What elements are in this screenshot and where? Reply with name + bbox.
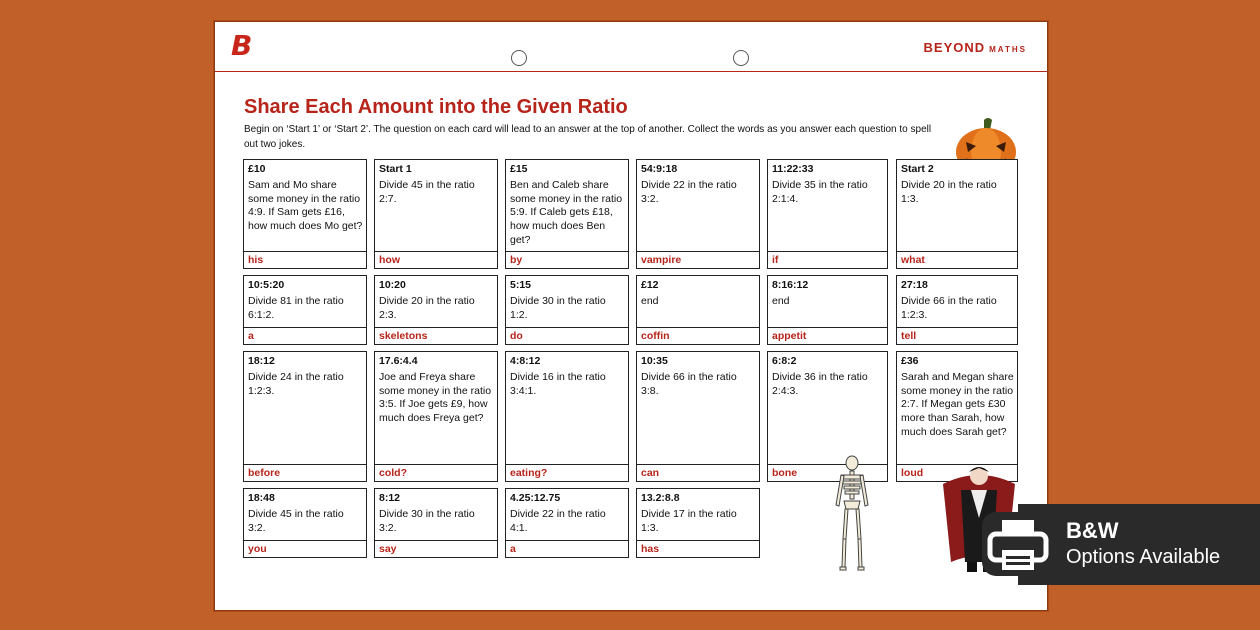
card-question: Divide 36 in the ratio 2:4:3. xyxy=(772,371,868,397)
card xyxy=(636,159,760,269)
card-word: tell xyxy=(897,327,1017,344)
card-question: Divide 66 in the ratio 1:2:3. xyxy=(901,295,997,321)
card-word: do xyxy=(506,327,628,344)
card-question: Divide 66 in the ratio 3:8. xyxy=(641,371,737,397)
card-word: say xyxy=(375,540,497,557)
card xyxy=(896,159,1018,269)
card-word: vampire xyxy=(637,251,759,268)
card-answer: 17.6:4.4 xyxy=(379,355,418,367)
card xyxy=(767,275,888,345)
card-word: eating? xyxy=(506,464,628,481)
card-question: Divide 45 in the ratio 3:2. xyxy=(248,508,344,534)
card-question: Divide 24 in the ratio 1:2:3. xyxy=(248,371,344,397)
card xyxy=(636,351,760,482)
card-answer: 4:8:12 xyxy=(510,355,541,367)
card-answer: 6:8:2 xyxy=(772,355,797,367)
skeleton-icon xyxy=(832,455,872,573)
card-answer: £10 xyxy=(248,163,266,175)
card xyxy=(374,275,498,345)
card xyxy=(505,159,629,269)
card-question: Divide 35 in the ratio 2:1:4. xyxy=(772,179,868,205)
card-answer: 10:5:20 xyxy=(248,279,285,291)
card-question: Divide 45 in the ratio 2:7. xyxy=(379,179,475,205)
card-question: Divide 20 in the ratio 2:3. xyxy=(379,295,475,321)
card-word: a xyxy=(506,540,628,557)
banner-subtitle: Options Available xyxy=(1066,546,1221,568)
card-word: coffin xyxy=(637,327,759,344)
card-word: you xyxy=(244,540,366,557)
page-title: Share Each Amount into the Given Ratio xyxy=(244,96,628,118)
card xyxy=(896,275,1018,345)
card-answer: 54:9:18 xyxy=(641,163,678,175)
card xyxy=(505,488,629,558)
instructions: Begin on ‘Start 1’ or ‘Start 2’. The question on each card will lead to an answer at the top of another. Collect the words as you answer each question to spell out two jokes. xyxy=(244,124,932,150)
card-answer: Start 1 xyxy=(379,163,412,175)
card-answer: £12 xyxy=(641,279,659,291)
card-word: if xyxy=(768,251,887,268)
card-question: Ben and Caleb share some money in the ratio 5:9. If Caleb gets £18, how much does Ben get? xyxy=(510,179,623,246)
brand-text: BEYOND xyxy=(923,40,986,55)
card-answer: 11:22:33 xyxy=(772,163,814,175)
card-answer: £36 xyxy=(901,355,919,367)
card-question: end xyxy=(641,295,659,307)
punch-hole-icon xyxy=(511,50,527,66)
card xyxy=(243,488,367,558)
card-answer: 18:12 xyxy=(248,355,275,367)
card-answer: 10:35 xyxy=(641,355,668,367)
card xyxy=(636,488,760,558)
card xyxy=(636,275,760,345)
card-word: what xyxy=(897,251,1017,268)
card xyxy=(374,488,498,558)
header-divider xyxy=(215,71,1047,72)
card xyxy=(767,159,888,269)
card-question: Divide 17 in the ratio 1:3. xyxy=(641,508,737,534)
card-answer: 27:18 xyxy=(901,279,928,291)
card-answer: Start 2 xyxy=(901,163,934,175)
card-question: Divide 22 in the ratio 3:2. xyxy=(641,179,737,205)
card-word: skeletons xyxy=(375,327,497,344)
card-answer: 4.25:12.75 xyxy=(510,492,561,504)
printer-icon xyxy=(982,512,1054,576)
card-word: appetit xyxy=(768,327,887,344)
card xyxy=(374,351,498,482)
card-question: Divide 22 in the ratio 4:1. xyxy=(510,508,606,534)
card-answer: 13.2:8.8 xyxy=(641,492,680,504)
punch-hole-icon xyxy=(733,50,749,66)
card-word: cold? xyxy=(375,464,497,481)
bw-options-banner[interactable] xyxy=(1018,504,1260,585)
card-answer: 5:15 xyxy=(510,279,532,291)
card-question: Divide 81 in the ratio 6:1:2. xyxy=(248,295,344,321)
card-question: end xyxy=(772,295,790,307)
card-answer: 10:20 xyxy=(379,279,406,291)
banner-title: B&W xyxy=(1066,518,1119,543)
card-answer: 8:16:12 xyxy=(772,279,809,291)
card-word: how xyxy=(375,251,497,268)
brand-name xyxy=(924,40,1027,55)
card-word: a xyxy=(244,327,366,344)
card-question: Divide 16 in the ratio 3:4:1. xyxy=(510,371,606,397)
card-question: Sarah and Megan share some money in the ratio 2:7. If Megan gets £30 more than Sarah, how much does Sarah get? xyxy=(901,371,1014,438)
card-word: has xyxy=(637,540,759,557)
card-word: by xyxy=(506,251,628,268)
card-question: Sam and Mo share some money in the ratio 4:9. If Sam gets £16, how much does Mo get? xyxy=(248,179,363,233)
brand-sub-text: MATHS xyxy=(989,45,1027,54)
beyond-logo: B xyxy=(231,29,253,62)
card-answer: 18:48 xyxy=(248,492,275,504)
card-question: Joe and Freya share some money in the ratio 3:5. If Joe gets £9, how much does Freya get? xyxy=(379,371,492,425)
worksheet xyxy=(214,21,1048,611)
card xyxy=(243,159,367,269)
card xyxy=(374,159,498,269)
card-word: before xyxy=(244,464,366,481)
card-question: Divide 30 in the ratio 3:2. xyxy=(379,508,475,534)
card-word: loud xyxy=(897,464,1017,481)
card-word: his xyxy=(244,251,366,268)
card-answer: 8:12 xyxy=(379,492,401,504)
card-word: bone xyxy=(768,464,887,481)
card xyxy=(243,351,367,482)
card xyxy=(505,351,629,482)
card-answer: £15 xyxy=(510,163,528,175)
card xyxy=(243,275,367,345)
card-word: can xyxy=(637,464,759,481)
card xyxy=(505,275,629,345)
card-question: Divide 30 in the ratio 1:2. xyxy=(510,295,606,321)
card-question: Divide 20 in the ratio 1:3. xyxy=(901,179,997,205)
